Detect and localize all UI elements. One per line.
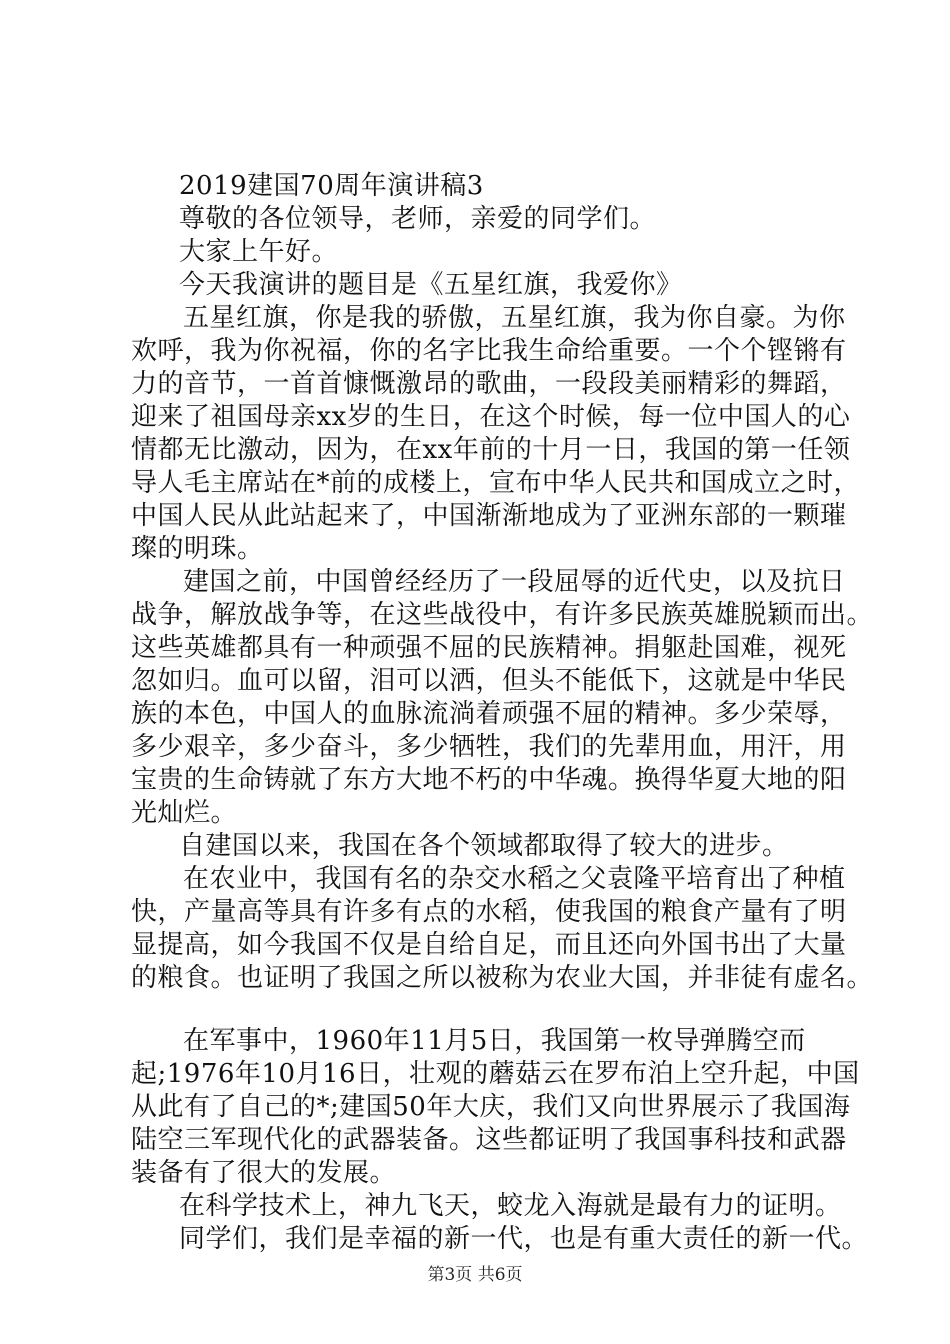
paragraph-line: 从此有了自己的*;建国50年大庆，我们又向世界展示了我国海: [131, 1092, 851, 1122]
paragraph-line: 陆空三军现代化的武器装备。这些都证明了我国事科技和武器: [131, 1125, 847, 1155]
paragraph-line: 装备有了很大的发展。: [131, 1158, 397, 1188]
paragraph-line: 自建国以来，我国在各个领域都取得了较大的进步。: [179, 831, 789, 861]
paragraph-line: 璨的明珠。: [131, 534, 264, 564]
document-title: 2019建国70周年演讲稿3: [179, 171, 484, 201]
paragraph-line: 忽如归。血可以留，泪可以洒，但头不能低下，这就是中华民: [131, 666, 847, 696]
paragraph-line: 情都无比激动，因为，在xx年前的十月一日，我国的第一任领: [131, 435, 851, 465]
document-body: [131, 170, 874, 1256]
paragraph-line: 起;1976年10月16日，壮观的蘑菇云在罗布泊上空升起，中国: [131, 1059, 860, 1089]
blank-line: [131, 995, 856, 1025]
paragraph-line: 族的本色，中国人的血脉流淌着顽强不屈的精神。多少荣辱，: [131, 699, 847, 729]
paragraph-line: 宝贵的生命铸就了东方大地不朽的中华魂。换得华夏大地的阳: [131, 765, 847, 795]
paragraph-line: 多少艰辛，多少奋斗，多少牺牲，我们的先辈用血，用汗，用: [131, 732, 847, 762]
paragraph-line: 的粮食。也证明了我国之所以被称为农业大国，并非徒有虚名。: [131, 963, 874, 993]
topic-line: 今天我演讲的题目是《五星红旗，我爱你》: [179, 270, 683, 300]
paragraph-line: 欢呼，我为你祝福，你的名字比我生命给重要。一个个铿锵有: [131, 336, 847, 366]
paragraph-line: 五星红旗，你是我的骄傲，五星红旗，我为你自豪。为你: [183, 303, 846, 333]
paragraph-line: 迎来了祖国母亲xx岁的生日，在这个时候，每一位中国人的心: [131, 402, 851, 432]
paragraph-line: 显提高，如今我国不仅是自给自足，而且还向外国书出了大量: [131, 930, 847, 960]
page-number-footer: 第3页 共6页: [427, 1265, 523, 1285]
paragraph-line: 建国之前，中国曾经经历了一段屈辱的近代史，以及抗日: [183, 567, 846, 597]
paragraph-line: 光灿烂。: [131, 798, 238, 828]
paragraph-line: 这些英雄都具有一种顽强不屈的民族精神。捐躯赴国难，视死: [131, 633, 847, 663]
paragraph-line: 在农业中，我国有名的杂交水稻之父袁隆平培育出了种植: [183, 864, 846, 894]
greeting: 大家上午好。: [179, 237, 339, 267]
paragraph-line: 中国人民从此站起来了，中国渐渐地成为了亚洲东部的一颗璀: [131, 501, 847, 531]
paragraph-line: 快，产量高等具有许多有点的水稻，使我国的粮食产量有了明: [131, 897, 847, 927]
paragraph-line: 在科学技术上，神九飞天，蛟龙入海就是最有力的证明。: [179, 1191, 842, 1221]
paragraph-line: 同学们，我们是幸福的新一代，也是有重大责任的新一代。: [179, 1224, 869, 1254]
paragraph-line: 战争，解放战争等，在这些战役中，有许多民族英雄脱颖而出。: [131, 600, 874, 630]
paragraph-line: 力的音节，一首首慷慨激昂的歌曲，一段段美丽精彩的舞蹈，: [131, 369, 847, 399]
salutation: 尊敬的各位领导，老师，亲爱的同学们。: [179, 204, 657, 234]
paragraph-line: 在军事中，1960年11月5日，我国第一枚导弹腾空而: [183, 1026, 806, 1056]
paragraph-line: 导人毛主席站在*前的成楼上，宣布中华人民共和国成立之时，: [131, 468, 861, 498]
